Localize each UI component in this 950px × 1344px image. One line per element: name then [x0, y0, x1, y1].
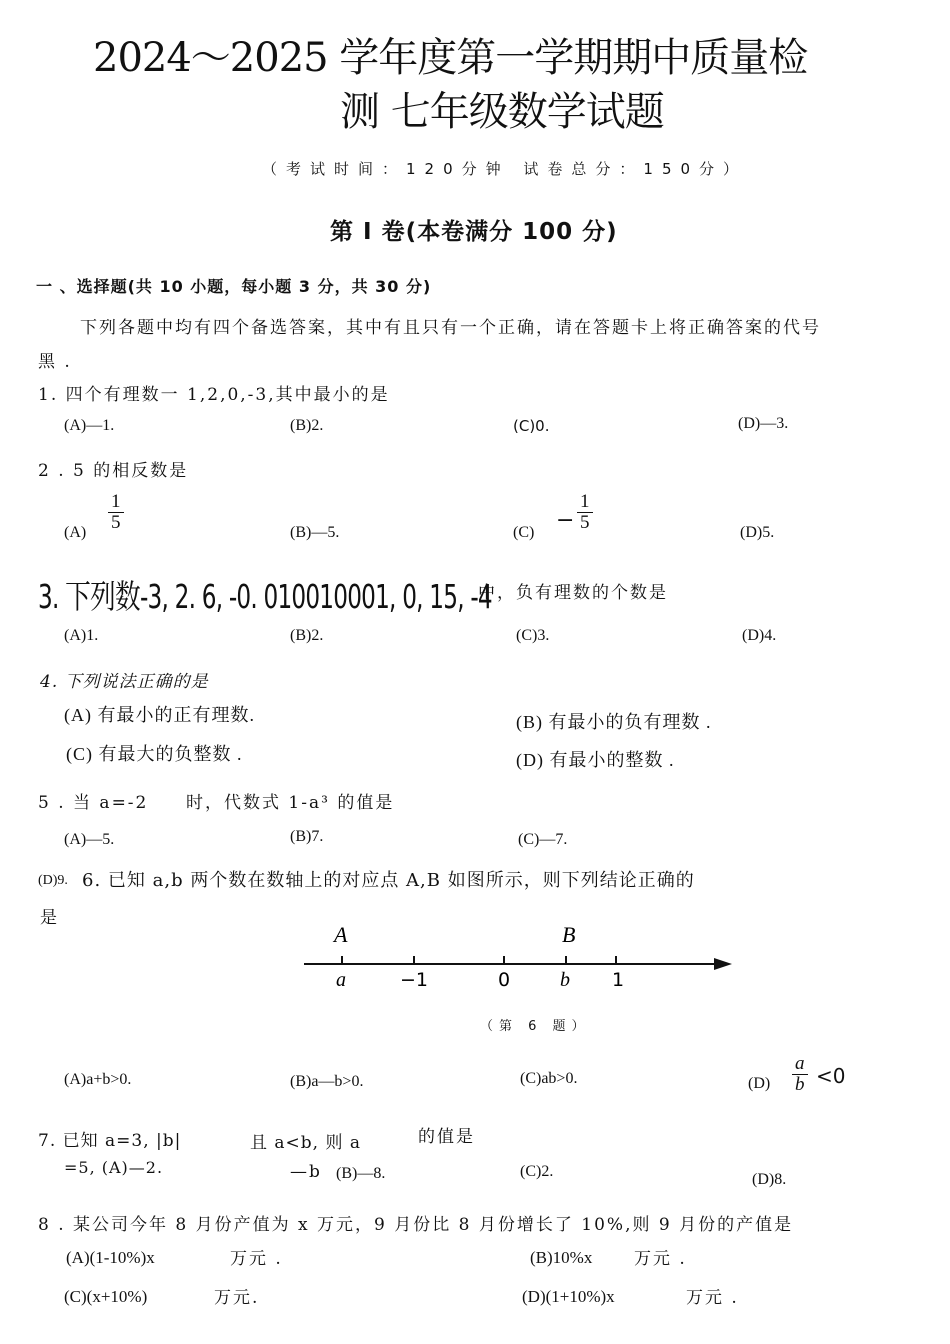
q6-option-c: (C)ab>0. — [520, 1070, 578, 1087]
q3-stem-rest: 中，负有理数的个数是 — [478, 583, 668, 603]
tick-label-zero: 0 — [498, 969, 511, 991]
exam-info: （考试时间：120分钟 试卷总分：150分） — [262, 160, 748, 178]
q2-option-a-label: (A) — [64, 524, 87, 541]
q5-stem-a: 5 . 当 a=-2 — [38, 793, 149, 813]
q7-option-c: (C)2. — [520, 1163, 554, 1180]
instruction-line-2: 黑 . — [38, 352, 72, 372]
q1-option-d: (D)—3. — [738, 415, 789, 432]
q8-option-a: (A)(1-10%)x — [66, 1248, 155, 1267]
q4-option-c: (C) 有最大的负整数 . — [66, 744, 243, 764]
number-line-figure — [296, 918, 746, 996]
tick-label-b: b — [560, 969, 570, 991]
q4-stem: 4. 下列说法正确的是 — [40, 672, 209, 692]
q6-option-d-fraction — [792, 1054, 808, 1095]
q5-stem-b: 时，代数式 1-a³ 的值是 — [186, 793, 395, 813]
q8-option-c: (C)(x+10%) — [64, 1287, 148, 1306]
q4-option-b: (B) 有最小的负有理数 . — [516, 712, 712, 732]
q8-unit-c: 万元. — [214, 1288, 260, 1308]
q4-option-d: (D) 有最小的整数 . — [516, 750, 675, 770]
q6-option-a: (A)a+b>0. — [64, 1071, 132, 1088]
q8-option-d: (D)(1+10%)x — [522, 1287, 615, 1306]
q7-stem-c: 且 a<b, 则 a — [250, 1133, 362, 1153]
q2-option-a-fraction — [108, 492, 124, 533]
q2-stem: 2 . 5 的相反数是 — [38, 461, 189, 481]
q1-option-c: (C)0. — [513, 417, 550, 435]
q2-option-b: (B)—5. — [290, 524, 340, 541]
q6-stem: 6. 已知 a,b 两个数在数轴上的对应点 A,B 如图所示，则下列结论正确的 — [82, 870, 695, 891]
q6-d-denominator: b — [792, 1074, 808, 1095]
arrow-head-icon — [714, 958, 732, 970]
q8-unit-d: 万元 . — [686, 1288, 739, 1308]
q6-option-b: (B)a—b>0. — [290, 1073, 364, 1090]
q6-option-d-relation: <0 — [816, 1064, 846, 1088]
q3-option-c: (C)3. — [516, 627, 550, 644]
tick-label-neg1: −1 — [400, 969, 429, 991]
q7-stem-e: 的值是 — [418, 1127, 475, 1147]
q2-c-numerator: 1 — [580, 491, 590, 512]
tick-label-one: 1 — [612, 969, 625, 991]
q6-option-d-label: (D) — [748, 1075, 771, 1092]
point-label-A: A — [334, 922, 348, 947]
q3-option-b: (B)2. — [290, 627, 324, 644]
section-title: 一 、选择题(共 10 小题，每小题 3 分，共 30 分) — [36, 277, 432, 296]
title-line-1: 2024～2025 学年度第一学期期中质量检 — [93, 35, 808, 81]
q5-option-d: (D)9. — [38, 873, 68, 888]
q8-unit-a: 万元 . — [230, 1249, 283, 1269]
q3-stem-numbers: 3. 下列数-3, 2. 6, -0. 010010001, 0, 15, -4 — [38, 577, 492, 616]
q2-c-denominator: 5 — [577, 512, 593, 533]
q5-option-b: (B)7. — [290, 828, 324, 845]
figure-caption: （第 6 题） — [480, 1019, 591, 1034]
q1-option-b: (B)2. — [290, 417, 324, 434]
part-title: 第 I 卷(本卷满分 100 分) — [330, 219, 618, 245]
q3-option-d: (D)4. — [742, 627, 777, 644]
tick-label-a: a — [336, 969, 346, 991]
q7-option-d: (D)8. — [752, 1171, 787, 1188]
q1-stem: 1. 四个有理数一 1,2,0,-3,其中最小的是 — [38, 385, 390, 405]
instruction-line-1: 下列各题中均有四个备选答案，其中有且只有一个正确，请在答题卡上将正确答案的代号 — [80, 318, 821, 338]
q5-option-a: (A)—5. — [64, 831, 115, 848]
q4-option-a: (A) 有最小的正有理数. — [64, 705, 255, 725]
q2-a-numerator: 1 — [111, 491, 121, 512]
title-line-2: 测 七年级数学试题 — [340, 89, 664, 135]
q2-a-denominator: 5 — [108, 512, 124, 533]
point-label-B: B — [562, 922, 576, 947]
q6-d-numerator: a — [795, 1053, 805, 1074]
q6-stem-2: 是 — [40, 908, 59, 928]
q5-option-c: (C)—7. — [518, 831, 568, 848]
q1-option-a: (A)—1. — [64, 417, 115, 434]
q7-stem-a: 7. 已知 a=3, |b| — [38, 1131, 182, 1151]
q3-option-a: (A)1. — [64, 627, 99, 644]
q7-stem-d: —b — [290, 1162, 322, 1182]
q8-option-b: (B)10%x — [530, 1248, 593, 1267]
q2-option-c-fraction — [577, 492, 593, 533]
q2-option-c-sign: − — [556, 508, 575, 533]
q7-option-b: (B)—8. — [336, 1165, 386, 1182]
q7-stem-b: =5, (A)—2. — [64, 1158, 164, 1177]
q2-option-d: (D)5. — [740, 524, 775, 541]
q8-stem: 8 . 某公司今年 8 月份产值为 x 万元，9 月份比 8 月份增长了 10%,则 9 月份的产值是 — [38, 1215, 794, 1235]
q2-option-c-label: (C) — [513, 524, 535, 541]
q8-unit-b: 万元 . — [634, 1249, 687, 1269]
